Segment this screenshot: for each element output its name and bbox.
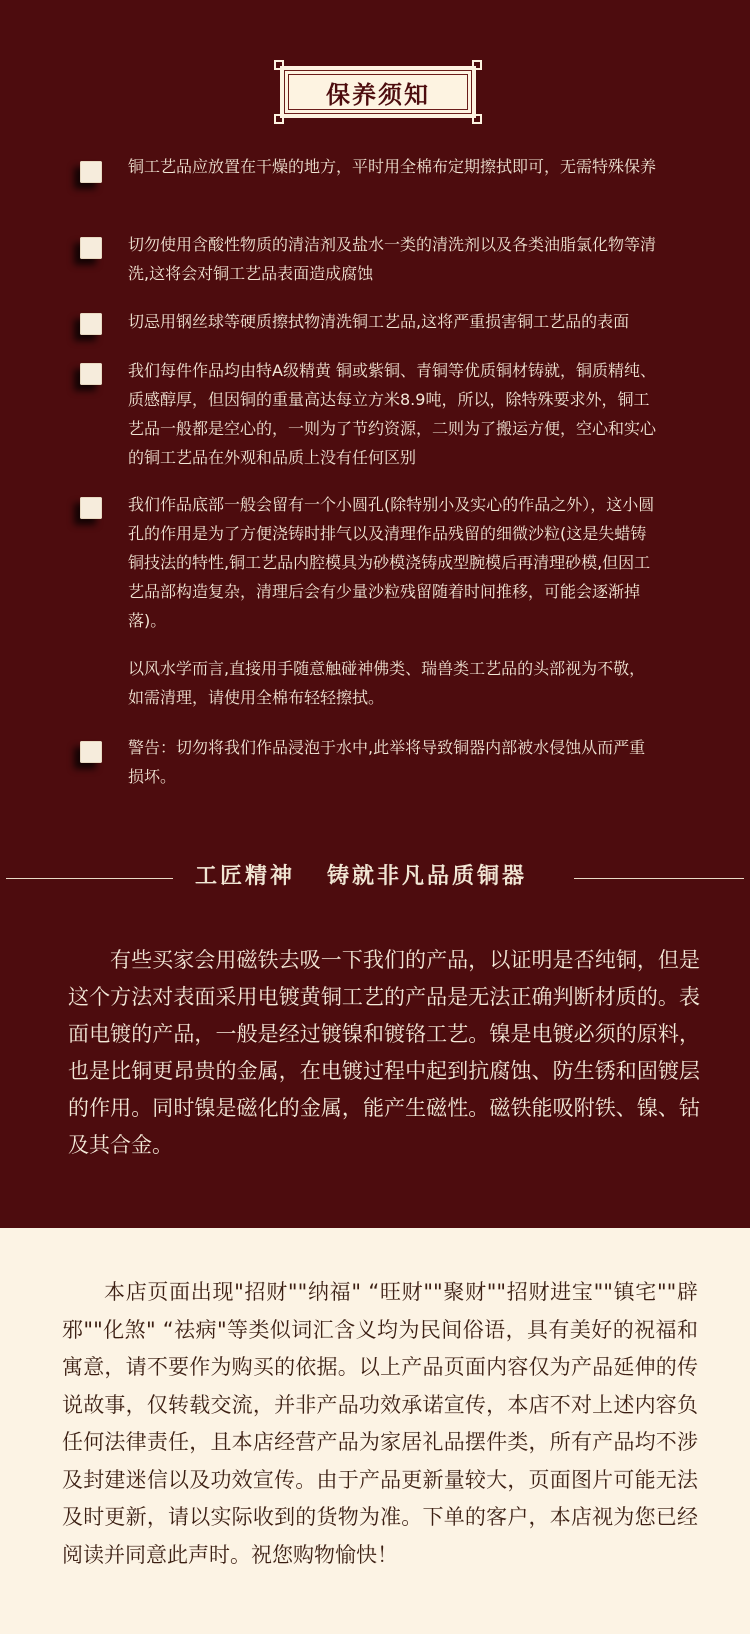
care-item: 我们作品底部一般会留有一个小圆孔(除特别小及实心的作品之外），这小圆孔的作用是为了方便浇铸时排气以及清理作品残留的细微沙粒(这是失蜡铸铜技法的特性,铜工艺品内腔模具为砂模浇铸成型腕模后再清理砂模,但因工艺品部构造复杂，清理后会有少量沙粒残留随着时间推移，可能会逐渐掉落)。 bbox=[128, 495, 655, 630]
bullet-icon bbox=[80, 313, 102, 335]
bullet-icon bbox=[80, 741, 102, 763]
bullet-icon bbox=[80, 363, 102, 385]
bullet-icon bbox=[80, 497, 102, 519]
disclaimer-paragraph: 本店页面出现"招财""纳福" “旺财""聚财""招财进宝""镇宅""辟邪""化煞" “祛病"等类似词汇含义均为民间俗语，具有美好的祝福和寓意，请不要作为购买的依据。以上产品页面内容仅为产品延伸的传说故事，仅转载交流，并非产品功效承诺宣传，本店不对上述内容负任何法律责任，且本店经营产品为家居礼品摆件类，所有产品均不涉及封建迷信以及功效宣传。由于产品更新量较大，页面图片可能无法及时更新，请以实际收到的货物为准。下单的客户，本店视为您已经阅读并同意此声时。祝您购物愉快！ bbox=[62, 1280, 698, 1567]
care-title: 保养须知 bbox=[326, 80, 430, 109]
care-title-badge bbox=[280, 66, 476, 118]
care-item: 切勿使用含酸性物质的清洁剂及盐水一类的清洗剂以及各类油脂氯化物等清洗,这将会对铜工艺品表面造成腐蚀 bbox=[128, 235, 657, 283]
care-item: 切忌用钢丝球等硬质擦拭物清洗铜工艺品,这将严重损害铜工艺品的表面 bbox=[128, 312, 630, 331]
care-item: 我们每件作品均由特A级精黄 铜或紫铜、青铜等优质铜材铸就，铜质精纯、质感醇厚，但因铜的重量高达每立方米8.9吨，所以，除特殊要求外，铜工艺品一般都是空心的，一则为了节约资源，二则为了搬运方便，空心和实心的铜工艺品在外观和品质上没有任何区别 bbox=[128, 361, 657, 467]
care-item: 以风水学而言,直接用手随意触碰神佛类、瑞兽类工艺品的头部视为不敬，如需清理，请使用全棉布轻轻擦拭。 bbox=[128, 659, 646, 707]
bullet-icon bbox=[80, 237, 102, 259]
bullet-icon bbox=[80, 161, 102, 183]
care-item: 铜工艺品应放置在干燥的地方，平时用全棉布定期擦拭即可，无需特殊保养 bbox=[128, 157, 657, 176]
magnet-paragraph: 有些买家会用磁铁去吸一下我们的产品，以证明是否纯铜，但是这个方法对表面采用电镀黄铜工艺的产品是无法正确判断材质的。表面电镀的产品，一般是经过镀镍和镀铬工艺。镍是电镀必须的原料，也是比铜更昂贵的金属，在电镀过程中起到抗腐蚀、防生锈和固镀层的作用。同时镍是磁化的金属，能产生磁性。磁铁能吸附铁、镍、钴及其合金。 bbox=[68, 948, 700, 1157]
section-divider bbox=[0, 862, 750, 892]
disclaimer-section bbox=[0, 1228, 750, 1634]
divider-heading-left: 工匠精神 bbox=[195, 864, 296, 889]
divider-line bbox=[574, 878, 744, 879]
divider-heading-right: 铸就非凡品质铜器 bbox=[327, 864, 528, 889]
care-item: 警告：切勿将我们作品浸泡于水中,此举将导致铜器内部被水侵蚀从而严重损坏。 bbox=[128, 738, 646, 786]
divider-heading bbox=[195, 862, 527, 892]
divider-line bbox=[6, 878, 173, 879]
